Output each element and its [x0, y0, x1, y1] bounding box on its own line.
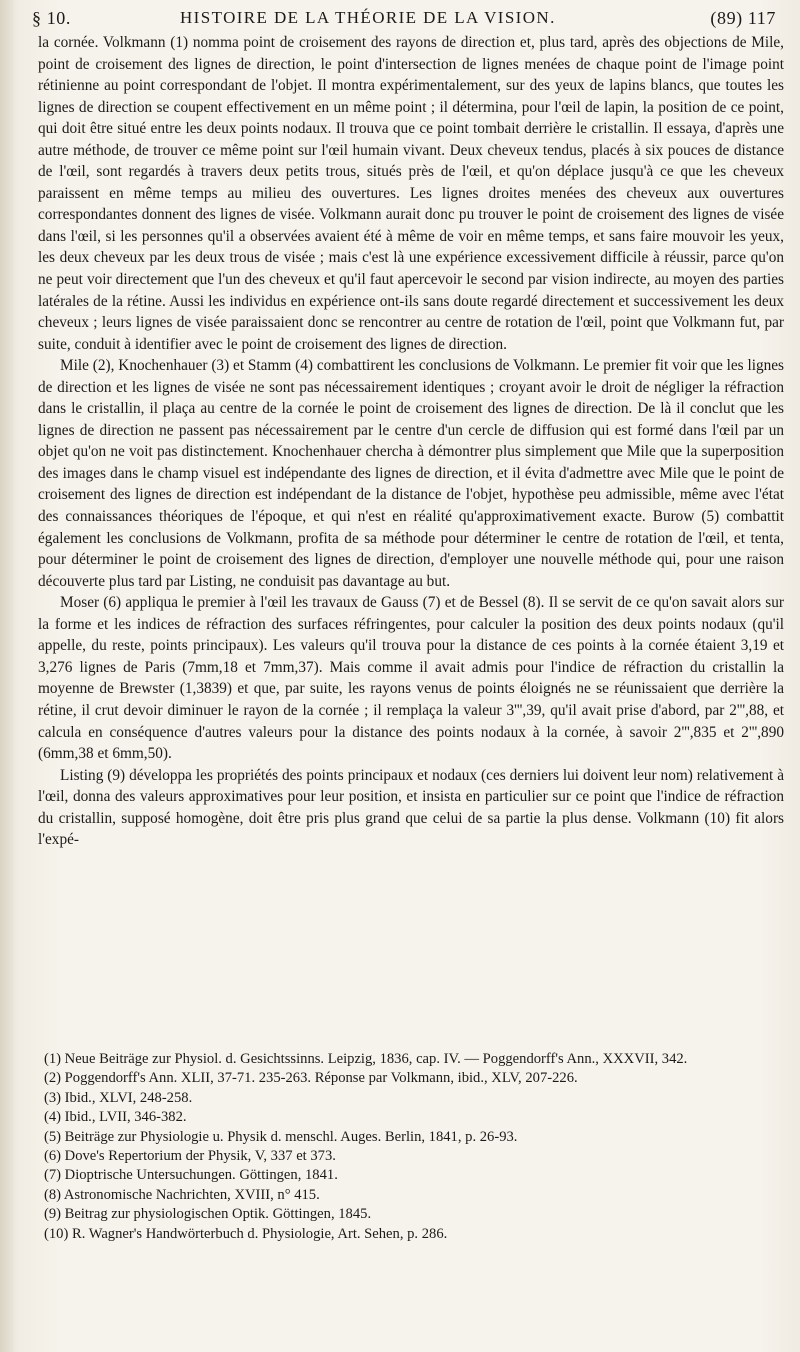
- footnotes: [44, 1050, 784, 1244]
- page-number: (89) 117: [710, 8, 776, 28]
- footnote: (9) Beitrag zur physiologischen Optik. Göttingen, 1845.: [44, 1206, 372, 1223]
- footnote: (7) Dioptrische Untersuchungen. Göttingen, 1841.: [44, 1167, 338, 1184]
- footnote: (8) Astronomische Nachrichten, XVIII, n° 415.: [44, 1186, 320, 1203]
- footnote: (2) Poggendorff's Ann. XLII, 37-71. 235-263. Réponse par Volkmann, ibid., XLV, 207-226.: [44, 1070, 578, 1087]
- section-number: § 10.: [32, 8, 71, 28]
- main-text: [38, 32, 784, 851]
- paragraph: Moser (6) appliqua le premier à l'œil les travaux de Gauss (7) et de Bessel (8). Il se servit de ce qu'on savait alors sur la forme et les indices de réfraction des surfaces réfringentes, pour calculer la position des deux points nodaux (qu'il appelle, du reste, points principaux). Les valeurs qu'il trouva pour la distance de ces points à la cornée étaient 3,19 et 3,276 lignes de Paris (7mm,18 et 7mm,37). Mais comme il avait admis pour l'indice de réfraction du cristallin la moyenne de Brewster (1,3839) et que, par suite, les rayons venus de points éloignés ne se réunissaient que derrière la rétine, il crut devoir diminuer le rayon de la cornée ; il remplaça la valeur 3''',39, qu'il avait prise d'abord, par 2''',88, et calcula en conséquence d'autres valeurs pour la distance des points nodaux à la cornée, à savoir 2''',835 et 2''',890 (6mm,38 et 6mm,50).: [38, 594, 784, 763]
- paragraph: Mile (2), Knochenhauer (3) et Stamm (4) combattirent les conclusions de Volkmann. Le premier fit voir que les lignes de direction et les lignes de visée ne sont pas nécessairement identiques ; croyant avoir le droit de négliger la réfraction dans le cristallin, il plaça au centre de la cornée le point de croisement des lignes de direction. De là il conclut que les lignes de direction ne passent pas nécessairement par le centre d'un cercle de diffusion qui est formé dans l'œil par un objet qu'on ne voit pas distinctement. Knochenhauer chercha à démontrer plus simplement que Mile que la superposition des images dans le champ visuel est indépendante des lignes de direction, et il évita d'admettre avec Mile que le point de croisement des lignes de direction est indépendant de la distance de l'objet, hypothèse peu admissible, même avec l'état des connaissances théoriques de l'époque, et qui n'est en réalité qu'approximativement exacte. Burow (5) combattit également les conclusions de Volkmann, profita de sa méthode pour déterminer le centre de rotation de l'œil, et tenta, pour déterminer le point de croisement des lignes de direction, d'employer une nouvelle méthode qui, pour une raison découverte plus tard par Listing, ne conduisit pas davantage au but.: [38, 357, 784, 590]
- running-header: [32, 4, 784, 32]
- footnote: (4) Ibid., LVII, 346-382.: [44, 1109, 187, 1126]
- footnote: (10) R. Wagner's Handwörterbuch d. Physiologie, Art. Sehen, p. 286.: [44, 1225, 448, 1242]
- paragraph: Listing (9) développa les propriétés des points principaux et nodaux (ces derniers lui doivent leur nom) relativement à l'œil, donna des valeurs approximatives pour leur position, et insista en particulier sur ce point que l'indice de réfraction du cristallin, supposé homogène, doit être pris plus grand que celui de sa partie la plus dense. Volkmann (10) fit alors l'expé-: [38, 766, 784, 849]
- page-binding-shadow: [0, 0, 14, 1352]
- running-title: HISTOIRE DE LA THÉORIE DE LA VISION.: [180, 8, 556, 27]
- footnote: (6) Dove's Repertorium der Physik, V, 337 et 373.: [44, 1148, 336, 1165]
- footnote: (1) Neue Beiträge zur Physiol. d. Gesichtssinns. Leipzig, 1836, cap. IV. — Poggendorff's Ann., XXXVII, 342.: [44, 1051, 688, 1067]
- footnote: (3) Ibid., XLVI, 248-258.: [44, 1089, 193, 1106]
- paragraph: la cornée. Volkmann (1) nomma point de croisement des rayons de direction et, plus tard, après des objections de Mile, point de croisement des lignes de direction, le point d'intersection de lignes menées de chaque point de l'image point rétinienne au point correspondant de l'objet. Il montra expérimentalement, sur des yeux de lapins blancs, que toutes les lignes de direction se coupent effectivement en un même point ; il détermina, pour l'œil de lapin, la position de ce point, qui doit être situé entre les deux points nodaux. Il trouva que ce point tombait derrière le cristallin. Il essaya, d'après une autre méthode, de trouver ce même point sur l'œil humain vivant. Deux cheveux tendus, placés à six pouces de distance de l'œil, sont regardés à travers deux petits trous, situés près de l'œil, et qu'on déplace jusqu'à ce que les cheveux paraissent en même temps au milieu des ouvertures. Les lignes droites menées des cheveux aux ouvertures correspondantes donnent des lignes de visée. Volkmann aurait donc pu trouver le point de croisement des lignes de visée dans l'œil, si les personnes qu'il a observées avaient été à même de voir en même temps, et sans faire mouvoir les yeux, les deux cheveux par les deux trous de visée ; mais c'est là une expérience excessivement difficile à réussir, parce qu'on ne peut voir directement que l'un des cheveux et qu'il faut apercevoir le second par vision indirecte, au moyen des parties latérales de la rétine. Aussi les individus en expérience ont-ils sans doute regardé directement et successivement les deux cheveux ; leurs lignes de visée paraissaient donc se rencontrer au centre de rotation de l'œil, point que Volkmann fut, par suite, conduit à identifier avec le point de croisement des lignes de direction.: [38, 34, 784, 353]
- footnote: (5) Beiträge zur Physiologie u. Physik d. menschl. Auges. Berlin, 1841, p. 26-93.: [44, 1128, 518, 1145]
